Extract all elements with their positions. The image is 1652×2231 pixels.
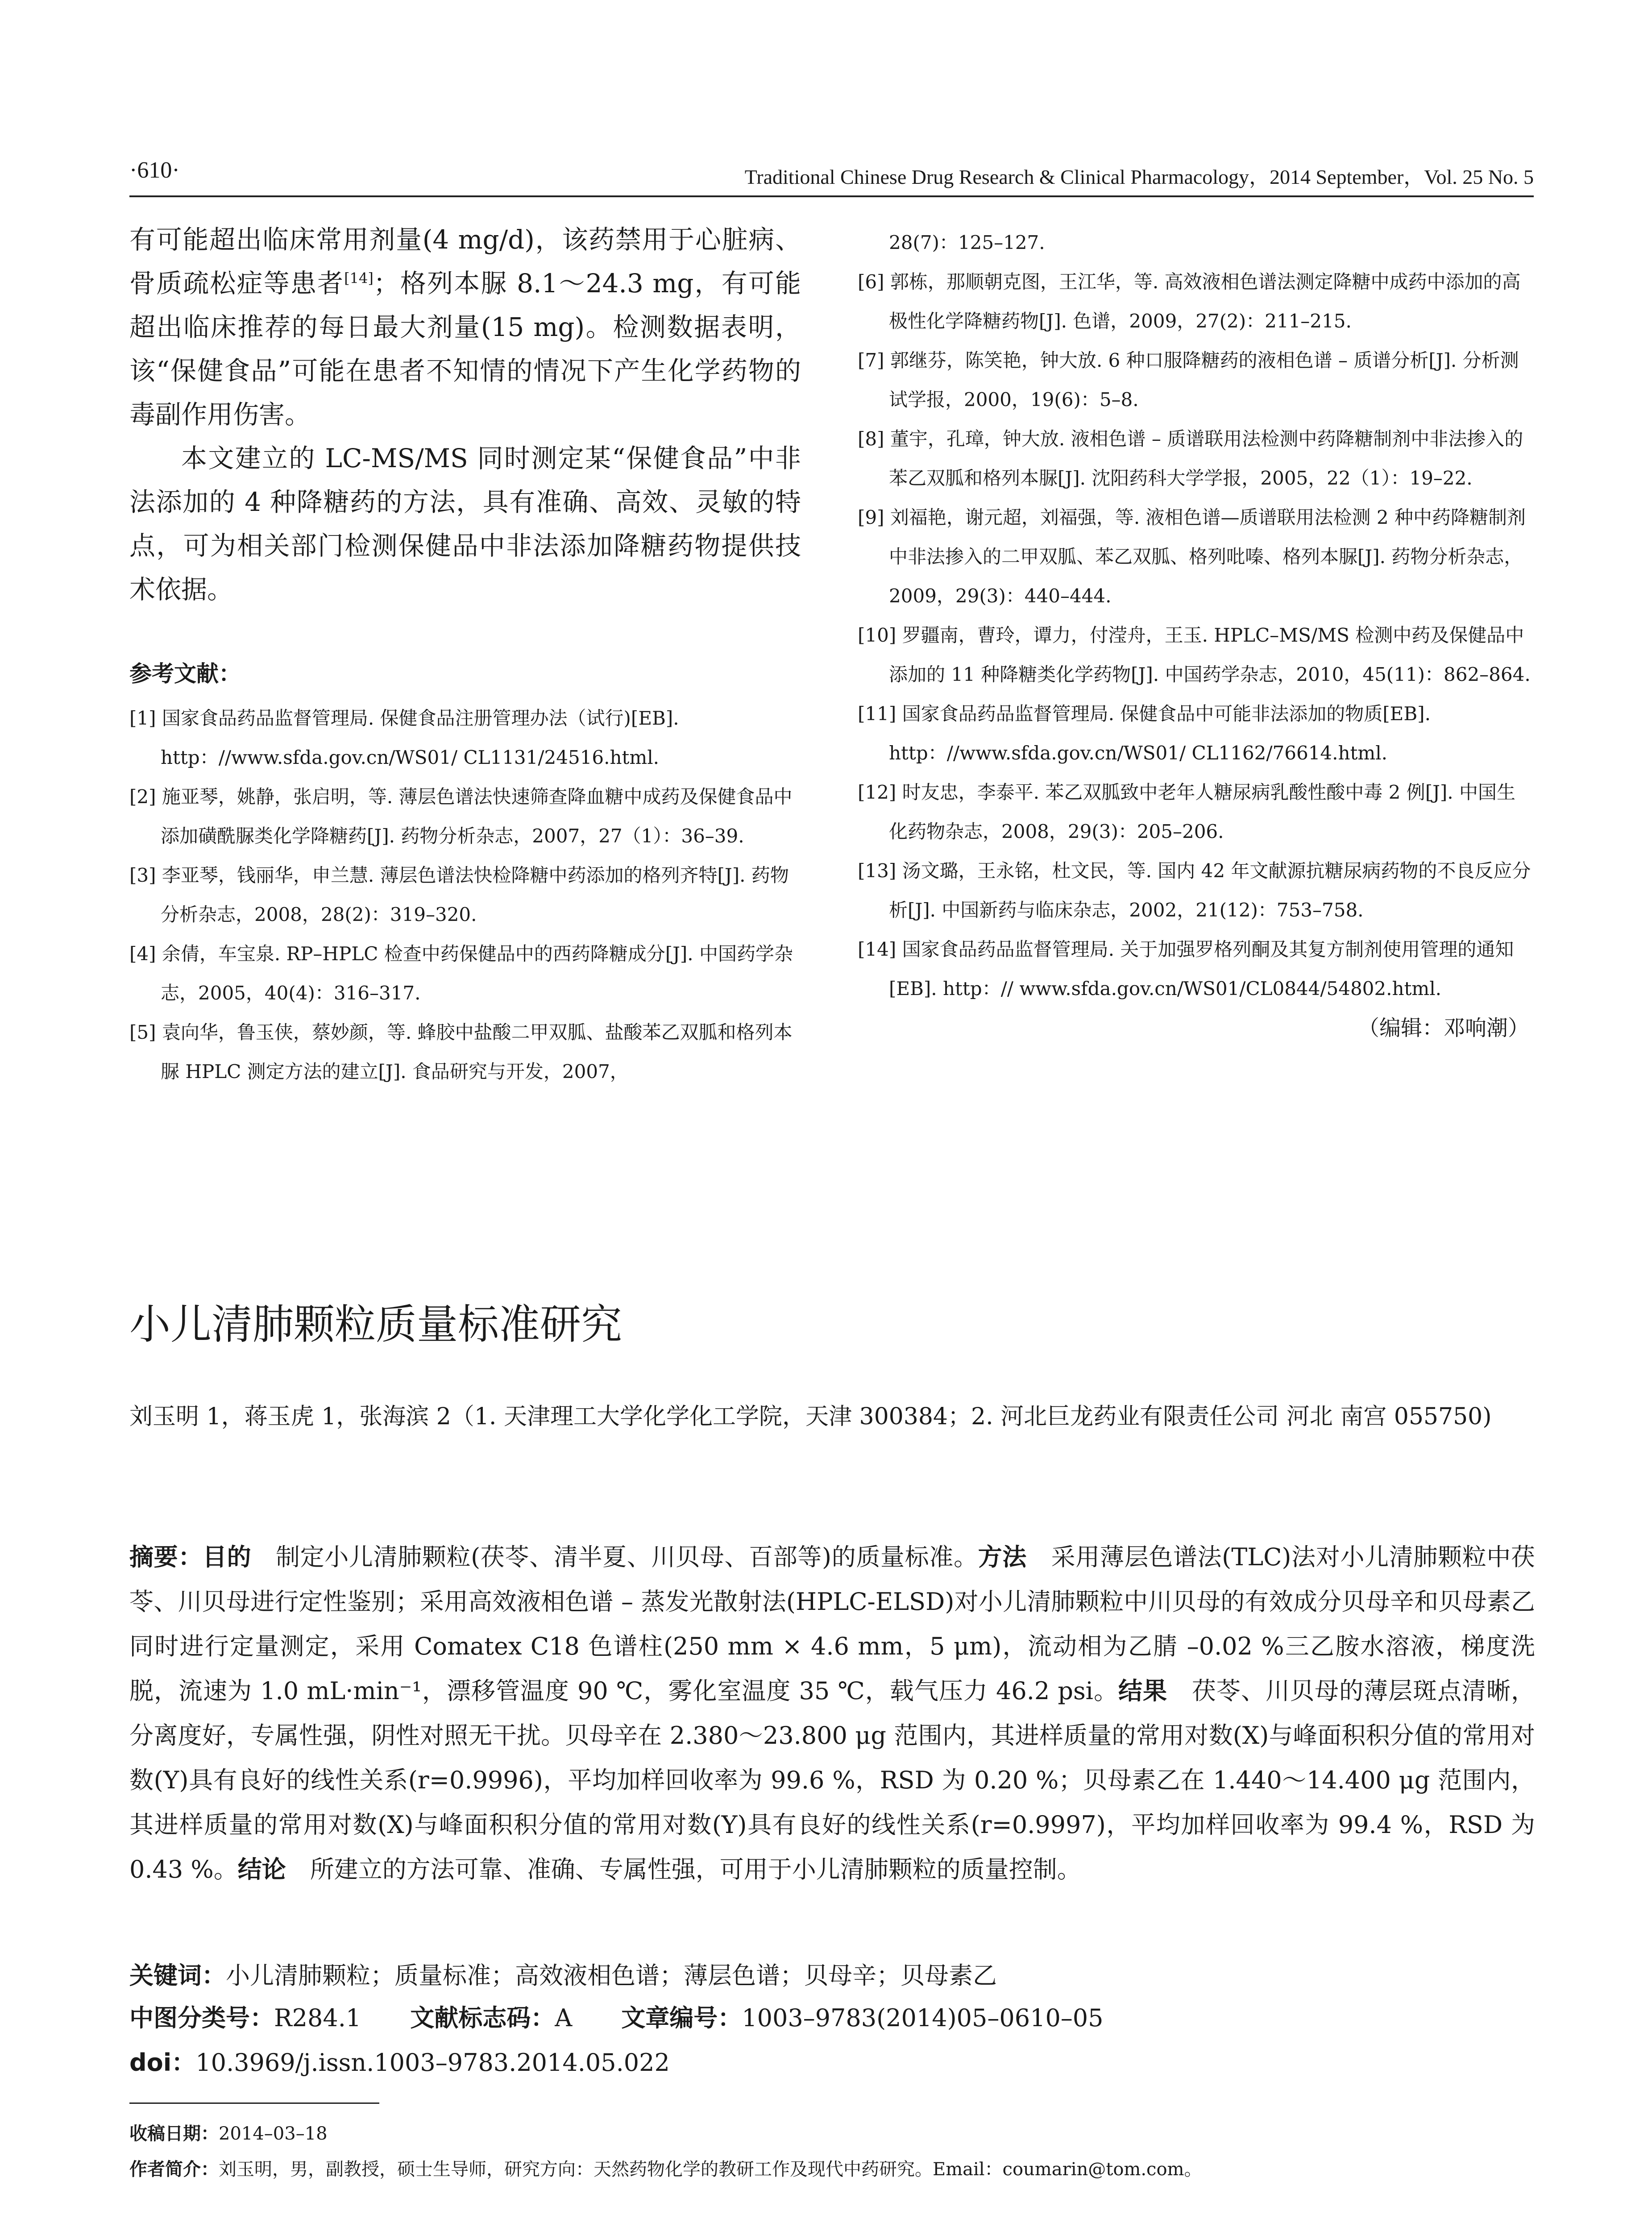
- conclusion-label: 结论: [237, 1855, 286, 1883]
- reference-item: [1] 国家食品药品监督管理局. 保健食品注册管理办法（试行)[EB]. http：//www.sfda.gov.cn/WS01/ CL1131/24516.html.: [129, 707, 679, 768]
- body-paragraph-1: [129, 218, 801, 436]
- article-no-label: 文章编号：: [621, 2004, 742, 2032]
- doc-code-value: A: [555, 2004, 573, 2032]
- objective-text: 制定小儿清肺颗粒(茯苓、清半夏、川贝母、百部等)的质量标准。: [275, 1543, 978, 1571]
- result-label: 结果: [1118, 1677, 1167, 1705]
- article-title: 小儿清肺颗粒质量标准研究: [129, 1301, 623, 1348]
- method-label: 方法: [978, 1543, 1027, 1571]
- result-text: 茯苓、川贝母的薄层斑点清晰，分离度好，专属性强，阴性对照无干扰。贝母辛在 2.380～23.800 μg 范围内，其进样质量的常用对数(X)与峰面积积分值的常用对数(Y)具有良好的线性关系(r=0.9996)，平均加样回收率为 99.6 %，RSD 为 0.20 %；贝母素乙在 1.440～14.400 μg 范围内，其进样质量的常用对数(X)与峰面积积分值的常用对数(Y)具有良好的线性关系(r=0.9997)，平均加样回收率为 99.4 %，RSD 为 0.43 %。: [129, 1677, 1536, 1883]
- header-rule: [129, 195, 1534, 197]
- received-value: 2014–03–18: [219, 2123, 328, 2144]
- citation-marker: [14]: [344, 270, 374, 287]
- page-number: ·610·: [129, 158, 180, 183]
- keywords-text: 小儿清肺颗粒；质量标准；高效液相色谱；薄层色谱；贝母辛；贝母素乙: [226, 1961, 997, 1990]
- reference-item: [9] 刘福艳，谢元超，刘福强，等. 液相色谱—质谱联用法检测 2 种中药降糖制剂中非法掺入的二甲双胍、苯乙双胍、格列吡嗪、格列本脲[J]. 药物分析杂志，2009，29(3)：440–444.: [858, 506, 1526, 607]
- reference-item: [2] 施亚琴，姚静，张启明，等. 薄层色谱法快速筛查降血糖中成药及保健食品中添加磺酰脲类化学降糖药[J]. 药物分析杂志，2007，27（1）：36–39.: [129, 786, 793, 847]
- reference-item: [13] 汤文璐，王永铭，杜文民，等. 国内 42 年文献源抗糖尿病药物的不良反应分析[J]. 中国新药与临床杂志，2002，21(12)：753–758.: [858, 860, 1531, 921]
- left-column: [129, 218, 801, 1091]
- reference-item: [11] 国家食品药品监督管理局. 保健食品中可能非法添加的物质[EB]. http：//www.sfda.gov.cn/WS01/ CL1162/76614.html.: [858, 703, 1431, 764]
- doi-value: 10.3969/j.issn.1003–9783.2014.05.022: [195, 2049, 670, 2077]
- running-head: Traditional Chinese Drug Research & Clinical Pharmacology，2014 September，Vol. 25 No. 5: [744, 166, 1534, 188]
- author-affiliations: 刘玉明 1，蒋玉虎 1，张海滨 2（1. 天津理工大学化学化工学院，天津 300384；2. 河北巨龙药业有限责任公司 河北 南宫 055750): [129, 1403, 1492, 1430]
- author-bio-text: 刘玉明，男，副教授，硕士生导师，研究方向：天然药物化学的教研工作及现代中药研究。Email：coumarin@tom.com。: [219, 2159, 1202, 2180]
- abstract: [129, 1535, 1535, 1892]
- clc-value: R284.1: [274, 2004, 361, 2032]
- reference-item: [3] 李亚琴，钱丽华，申兰慧. 薄层色谱法快检降糖中药添加的格列齐特[J]. 药物分析杂志，2008，28(2)：319–320.: [129, 864, 789, 925]
- clc-label: 中图分类号：: [129, 2004, 274, 2032]
- method-text: 采用薄层色谱法(TLC)法对小儿清肺颗粒中茯苓、川贝母进行定性鉴别；采用高效液相色谱 – 蒸发光散射法(HPLC-ELSD)对小儿清肺颗粒中川贝母的有效成分贝母辛和贝母素乙同时进行定量测定，采用 Comatex C18 色谱柱(250 mm × 4.6 mm，5 μm)，流动相为乙腈 –0.02 %三乙胺水溶液，梯度洗脱，流速为 1.0 mL·min⁻¹，漂移管温度 90 ℃，雾化室温度 35 ℃，载气压力 46.2 psi。: [129, 1543, 1536, 1705]
- author-bio: [129, 2155, 1202, 2181]
- reference-item: [10] 罗疆南，曹玲，谭力，付滢舟，王玉. HPLC–MS/MS 检测中药及保健品中添加的 11 种降糖类化学药物[J]. 中国药学杂志，2010，45(11)：862–864.: [858, 624, 1531, 685]
- author-bio-label: 作者简介：: [129, 2159, 219, 2180]
- reference-item: [12] 时友忠，李泰平. 苯乙双胍致中老年人糖尿病乳酸性酸中毒 2 例[J]. 中国生化药物杂志，2008，29(3)：205–206.: [858, 781, 1516, 842]
- references-heading: 参考文献：: [129, 661, 241, 687]
- objective-label: 目的: [202, 1543, 252, 1571]
- article-no-value: 1003–9783(2014)05–0610–05: [742, 2004, 1104, 2032]
- received-date: [129, 2119, 328, 2145]
- doi-label: doi：: [129, 2049, 196, 2077]
- keywords-line: [129, 1957, 1535, 1991]
- reference-continuation: 28(7)：125–127.: [889, 232, 1045, 253]
- paragraph-text: ；格列本脲 8.1～24.3 mg，有可能超出临床推荐的每日最大剂量(15 mg)。检测数据表明，该“保健食品”可能在患者不知情的情况下产生化学药物的毒副作用伤害。: [129, 268, 801, 430]
- reference-item: [14] 国家食品药品监督管理局. 关于加强罗格列酮及其复方制剂使用管理的通知[EB]. http：// www.sfda.gov.cn/WS01/CL0844/54802.html.: [858, 938, 1514, 999]
- received-label: 收稿日期：: [129, 2123, 219, 2144]
- paragraph-text: 有可能超出临床常用剂量(4 mg/d)，该药禁用于心脏病、骨质疏松症等患者: [129, 224, 801, 299]
- doc-code-label: 文献标志码：: [410, 2004, 555, 2032]
- keywords-label: 关键词：: [129, 1961, 226, 1990]
- reference-item: [8] 董宇，孔璋，钟大放. 液相色谱 – 质谱联用法检测中药降糖制剂中非法掺入的苯乙双胍和格列本脲[J]. 沈阳药科大学学报，2005，22（1）：19–22.: [858, 428, 1523, 489]
- reference-item: [7] 郭继芬，陈笑艳，钟大放. 6 种口服降糖药的液相色谱 – 质谱分析[J]. 分析测试学报，2000，19(6)：5–8.: [858, 349, 1519, 411]
- conclusion-text: 所建立的方法可靠、准确、专属性强，可用于小儿清肺颗粒的质量控制。: [310, 1855, 1081, 1883]
- footnote-rule: [129, 2102, 379, 2104]
- right-column: [858, 223, 1534, 1048]
- body-paragraph-2: 本文建立的 LC-MS/MS 同时测定某“保健食品”中非法添加的 4 种降糖药的方法，具有准确、高效、灵敏的特点，可为相关部门检测保健品中非法添加降糖药物提供技术依据。: [129, 443, 801, 605]
- abstract-label: 摘要：: [129, 1543, 203, 1571]
- reference-item: [5] 袁向华，鲁玉侠，蔡妙颜，等. 蜂胶中盐酸二甲双胍、盐酸苯乙双胍和格列本脲 HPLC 测定方法的建立[J]. 食品研究与开发，2007，: [129, 1021, 793, 1082]
- doi-line: [129, 2044, 1535, 2078]
- classification-line: [129, 1999, 1535, 2033]
- editor-note: （编辑：邓响潮）: [1357, 1016, 1529, 1041]
- reference-item: [6] 郭栋，那顺朝克图，王江华，等. 高效液相色谱法测定降糖中成药中添加的高极性化学降糖药物[J]. 色谱，2009，27(2)：211–215.: [858, 271, 1521, 332]
- reference-item: [4] 余倩，车宝泉. RP–HPLC 检查中药保健品中的西药降糖成分[J]. 中国药学杂志，2005，40(4)：316–317.: [129, 943, 793, 1004]
